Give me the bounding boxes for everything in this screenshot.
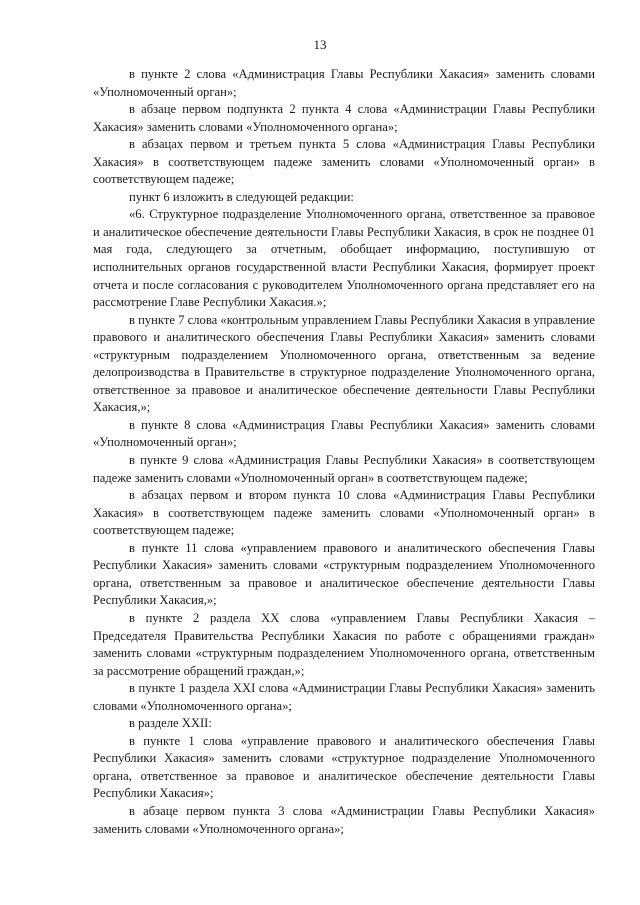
page-number: 13	[313, 37, 327, 52]
paragraph: в пункте 1 раздела XXI слова «Администрации Главы Республики Хакасия» заменить словами «Уполномоченного органа»;	[93, 681, 595, 713]
paragraph: пункт 6 изложить в следующей редакции:	[129, 189, 354, 204]
paragraph: в пункте 2 слова «Администрация Главы Республики Хакасия» заменить словами «Уполномоченный орган»;	[93, 67, 595, 99]
paragraph: в абзацах первом и втором пункта 10 слова «Администрация Главы Республики Хакасия» в соответствующем падеже заменить словами «Уполномоченный орган» в соответствующем падеже;	[93, 488, 595, 538]
paragraph: в пункте 1 слова «управление правового и аналитического обеспечения Главы Республики Хакасия» заменить словами «структурное подразделение Уполномоченного органа, ответственное за правовое и аналитическое обеспечение деятельности Главы Республики Хакасия»;	[93, 733, 595, 801]
paragraph: в абзаце первом пункта 3 слова «Администрации Главы Республики Хакасия» заменить словами «Уполномоченного органа»;	[93, 803, 595, 836]
paragraph: «6. Структурное подразделение Уполномоченного органа, ответственное за правовое и аналитическое обеспечение деятельности Главы Республики Хакасия, в срок не позднее 01 мая года, следующего за отчетным, обобщает информацию, поступившую от исполнительных органов государственной власти Республики Хакасия, формирует проект отчета и после согласования с руководителем Уполномоченного органа представляет его на рассмотрение Главе Республики Хакасия.»;	[93, 207, 595, 310]
paragraph: в пункте 11 слова «управлением правового и аналитического обеспечения Главы Республики Хакасия» заменить словами «структурным подразделением Уполномоченного органа, ответственным за правовое и аналитическое обеспечение деятельности Главы Республики Хакасия,»;	[93, 540, 595, 608]
paragraph: в пункте 7 слова «контрольным управлением Главы Республики Хакасия в управление правового и аналитического обеспечения Главы Республики Хакасия» заменить словами «структурным подразделением Уполномоченного органа, ответственным за ведение делопроизводства в Правительстве в структурное подразделение Уполномоченного органа, ответственное за правовое и аналитическое обеспечение деятельности Главы Республики Хакасия,»;	[93, 312, 595, 415]
paragraph: в абзацах первом и третьем пункта 5 слова «Администрация Главы Республики Хакасия» в соответствующем падеже заменить словами «Уполномоченный орган» в соответствующем падеже;	[93, 137, 595, 187]
paragraph: в пункте 8 слова «Администрация Главы Республики Хакасия» заменить словами «Уполномоченный орган»;	[93, 417, 595, 450]
paragraph: в разделе XXII:	[129, 716, 212, 731]
document-body	[93, 66, 595, 838]
paragraph: в абзаце первом подпункта 2 пункта 4 слова «Администрации Главы Республики Хакасия» заменить словами «Уполномоченного органа»;	[93, 102, 595, 134]
paragraph: в пункте 2 раздела XX слова «управлением Главы Республики Хакасия – Председателя Правительства Республики Хакасия по работе с обращениями граждан» заменить словами «структурным подразделением Уполномоченного органа, ответственным за рассмотрение обращений граждан,»;	[93, 610, 595, 678]
paragraph: в пункте 9 слова «Администрация Главы Республики Хакасия» в соответствующем падеже заменить словами «Уполномоченный орган» в соответствующем падеже;	[93, 453, 595, 485]
